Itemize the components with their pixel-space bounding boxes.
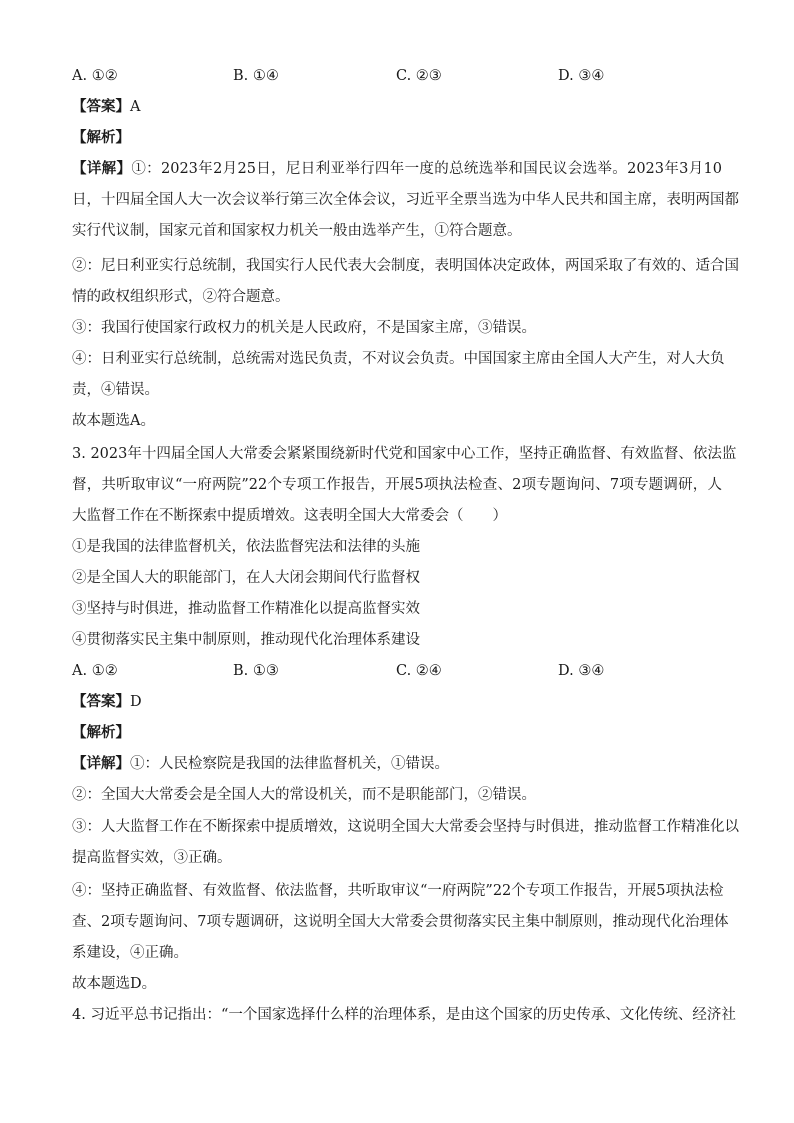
q3-detail-line-2: ②：全国大大常委会是全国人大的常设机关，而不是职能部门，②错误。 xyxy=(72,787,536,803)
option-a: A. ①② xyxy=(72,663,118,679)
q3-stem-line-1: 3. 2023年十四届全国人大常委会紧紧围绕新时代党和国家中心工作，坚持正确监督、有效监督、依法监 xyxy=(72,446,737,462)
answer-value: D xyxy=(130,694,142,710)
option-c: C. ②③ xyxy=(396,68,442,84)
q3-detail-line-6: 查、2项专题询问、7项专题调研，这说明全国大大常委会贯彻落实民主集中制原则，推动现代化治理体 xyxy=(72,914,729,930)
q2-options xyxy=(72,66,722,86)
q3-statement-1: ①是我国的法律监督机关，依法监督宪法和法律的头施 xyxy=(72,539,420,555)
q4-stem-line-1: 4. 习近平总书记指出：“一个国家选择什么样的治理体系，是由这个国家的历史传承、文化传统、经济社 xyxy=(72,1007,736,1023)
option-a: A. ①② xyxy=(72,68,118,84)
q3-answer xyxy=(72,692,142,712)
answer-value: A xyxy=(130,99,141,115)
option-d: D. ③④ xyxy=(558,68,605,84)
q2-detail-line-3: 实行代议制，国家元首和国家权力机关一般由选举产生，①符合题意。 xyxy=(72,223,522,239)
q3-statement-3: ③坚持与时俱进，推动监督工作精准化以提高监督实效 xyxy=(72,601,420,617)
q3-detail-line-3: ③：人大监督工作在不断探索中提质增效，这说明全国大大常委会坚持与时俱进，推动监督工作精准化以 xyxy=(72,819,739,835)
q2-detail-line-4: ②：尼日利亚实行总统制，我国实行人民代表大会制度，表明国体决定政体，两国采取了有效的、适合国 xyxy=(72,258,739,274)
detail-text: ①：人民检察院是我国的法律监督机关，①错误。 xyxy=(130,756,449,772)
q2-answer xyxy=(72,97,140,117)
q2-detail-line-2: 日，十四届全国人大一次会议举行第三次全体会议，习近平全票当选为中华人民共和国主席，表明两国都 xyxy=(72,192,739,208)
q3-detail-line-1 xyxy=(72,754,449,774)
q2-detail-line-1 xyxy=(72,159,722,179)
q2-analysis-label: 【解析】 xyxy=(72,129,130,146)
detail-label: 【详解】 xyxy=(72,160,132,177)
q3-stem-line-2: 督，共听取审议“一府两院”22个专项工作报告，开展5项执法检查、2项专题询问、7项专题调研，人 xyxy=(72,477,722,493)
q3-detail-line-4: 提高监督实效，③正确。 xyxy=(72,850,232,866)
q2-detail-line-5: 情的政权组织形式，②符合题意。 xyxy=(72,289,290,305)
q3-statement-2: ②是全国人大的职能部门，在人大闭会期间代行监督权 xyxy=(72,570,420,586)
q3-statement-4: ④贯彻落实民主集中制原则，推动现代化治理体系建设 xyxy=(72,632,420,648)
option-d: D. ③④ xyxy=(558,663,605,679)
q2-detail-line-8: 责，④错误。 xyxy=(72,382,159,398)
option-b: B. ①③ xyxy=(233,663,279,679)
q3-detail-line-5: ④：坚持正确监督、有效监督、依法监督，共听取审议“一府两院”22个专项工作报告，开展5项执法检 xyxy=(72,883,724,899)
q3-conclusion: 故本题选D。 xyxy=(72,976,157,992)
q3-detail-line-7: 系建设，④正确。 xyxy=(72,945,188,961)
q2-detail-line-6: ③：我国行使国家行政权力的机关是人民政府，不是国家主席，③错误。 xyxy=(72,320,536,336)
answer-label: 【答案】 xyxy=(72,693,130,710)
q2-detail-line-7: ④：日利亚实行总统制，总统需对选民负责，不对议会负责。中国国家主席由全国人大产生，对人大负 xyxy=(72,351,725,367)
option-b: B. ①④ xyxy=(233,68,279,84)
option-c: C. ②④ xyxy=(396,663,442,679)
detail-label: 【详解】 xyxy=(72,755,130,772)
detail-text: ①：2023年2月25日，尼日利亚举行四年一度的总统选举和国民议会选举。2023年3月10 xyxy=(131,161,723,177)
answer-label: 【答案】 xyxy=(72,98,130,115)
q3-analysis-label: 【解析】 xyxy=(72,724,130,741)
q2-conclusion: 故本题选A。 xyxy=(72,413,155,429)
q3-options xyxy=(72,661,722,681)
q3-stem-line-3: 大监督工作在不断探索中提质增效。这表明全国大大常委会（ ） xyxy=(72,508,507,524)
